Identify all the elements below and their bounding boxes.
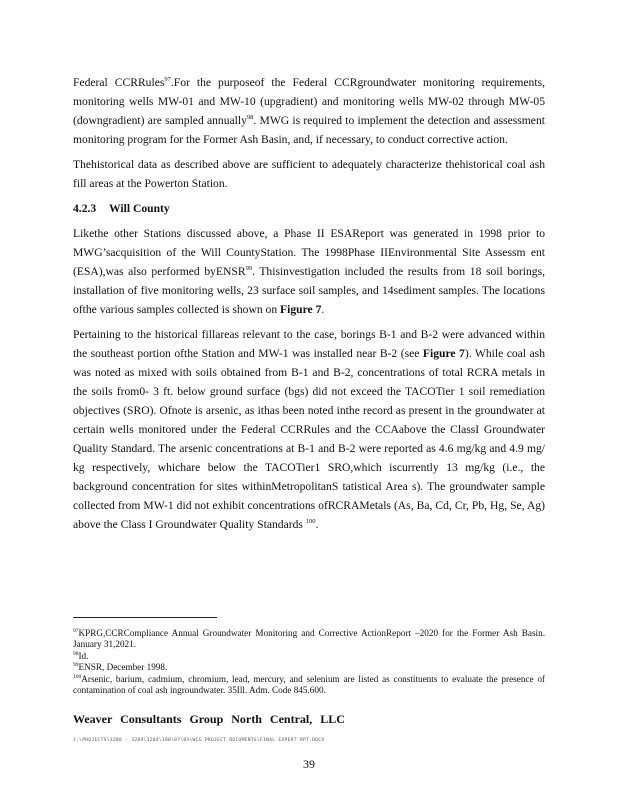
section-heading <box>73 199 545 218</box>
body-text <box>73 73 545 534</box>
text-run: ). While coal ash was noted as mixed with soils obtained from B-1 and B-2, concentrations of total RCRA metals in the soils from0- 3 ft. below ground surface (bgs) did not exceed the TACOTier 1 soil remediation objectives (SRO). Ofnote is arsenic, as ithas been noted inthe record as present in the groundwater at certain wells monitored under the Federal CCRRules and the CCAabove the ClassI Groundwater Quality Standard. The arsenic concentrations at B-1 and B-2 were reported as 4.6 mg/kg and 4.9 mg/ kg respectively, whichare below the TACOTier1 SRO,which iscurrently 13 mg/kg (i.e., the background concentration for sites withinMetropolitanS tatistical Area s). The groundwater sample collected from MW-1 did not exhibit concentrations ofRCRAMetals (As, Ba, Cd, Cr, Pb, Hg, Se, Ag) above the Class I Groundwater Quality Standards <box>73 347 545 531</box>
footnotes <box>73 628 545 696</box>
footnote-text: ENSR, December 1998. <box>78 662 168 673</box>
text-run: .For the purposeof the Federal CCRgroundwater monitoring requirements, monitoring wells MW-01 and MW-10 (upgradient) and monitoring wells MW-02 through MW-05 (downgradient) are sampled annually <box>73 76 545 127</box>
text-run: . <box>321 303 325 316</box>
figure-ref: Figure 7 <box>280 303 322 316</box>
text-run: . Thisinvestigation included the results from 18 soil borings, installation of five monitoring wells, 23 surface soil samples, and 14sediment samples. The locations ofthe various samples collected is shown on <box>73 265 545 316</box>
text-run: Pertaining to the historical fillareas relevant to the case, borings B-1 and B-2 were advanced within the southeast portion ofthe Station and MW-1 was installed near B-2 (see <box>73 328 545 360</box>
section-number: 4.2.3 <box>73 202 97 215</box>
text-run: . MWG is required to implement the detection and assessment monitoring program for the Former Ash Basin, and, if necessary, to conduct corrective action. <box>73 114 545 146</box>
paragraph-historical-data: Thehistorical data as described above are sufficient to adequately characterize thehistorical coal ash fill areas at the Powerton Station. <box>73 158 545 190</box>
footer-file-path: J:\PROJECTS\3280 - 3289\3284\188\07\03\WCG PROJECT DOCUMENTS\FINAL EXPERT RPT.DOCX <box>73 738 325 743</box>
footnote-99 <box>73 662 545 673</box>
footnote-text: Id. <box>78 650 89 661</box>
footnote-mark: 97 <box>73 627 79 634</box>
text-run: Federal CCRRules <box>73 76 165 89</box>
footnote-98 <box>73 651 545 662</box>
section-title: Will County <box>109 202 170 215</box>
footnote-ref-97: 97 <box>164 76 171 84</box>
footnote-ref-99: 99 <box>245 265 253 273</box>
footnote-100 <box>73 674 545 697</box>
figure-ref: Figure 7 <box>422 347 465 360</box>
footnote-mark: 99 <box>73 662 79 669</box>
footnote-ref-100: 100 <box>305 518 316 526</box>
footnote-separator <box>73 617 217 618</box>
footnote-ref-98: 98 <box>246 114 254 122</box>
page-number: 39 <box>303 757 315 771</box>
paragraph-phase-ii-esa <box>73 224 545 319</box>
footnote-97 <box>73 628 545 651</box>
footnote-mark: 98 <box>73 650 79 657</box>
paragraph-fill-areas <box>73 325 545 534</box>
footer-firm-name: Weaver Consultants Group North Central, LLC <box>73 712 345 726</box>
text-run: Likethe other Stations discussed above, a Phase II ESAReport was generated in 1998 prior to MWG’sacquisition of the Will CountyStation. The 1998Phase IIEnvironmental Site Assessm ent (ESA),was also performed byENSR <box>73 227 545 278</box>
footnote-text: KPRG,CCRCompliance Annual Groundwater Monitoring and Corrective ActionReport –2020 for the Former Ash Basin. January 31,2021. <box>73 628 545 650</box>
text-run: . <box>315 518 319 531</box>
footnote-text: Arsenic, barium, cadmium, chromium, lead, mercury, and selenium are listed as constituents to evaluate the presence of contamination of coal ash ingroundwater. 35Ill. Adm. Code 845.600. <box>73 673 545 696</box>
paragraph-ccr-monitoring <box>73 73 545 149</box>
footnote-mark: 100 <box>73 673 82 680</box>
